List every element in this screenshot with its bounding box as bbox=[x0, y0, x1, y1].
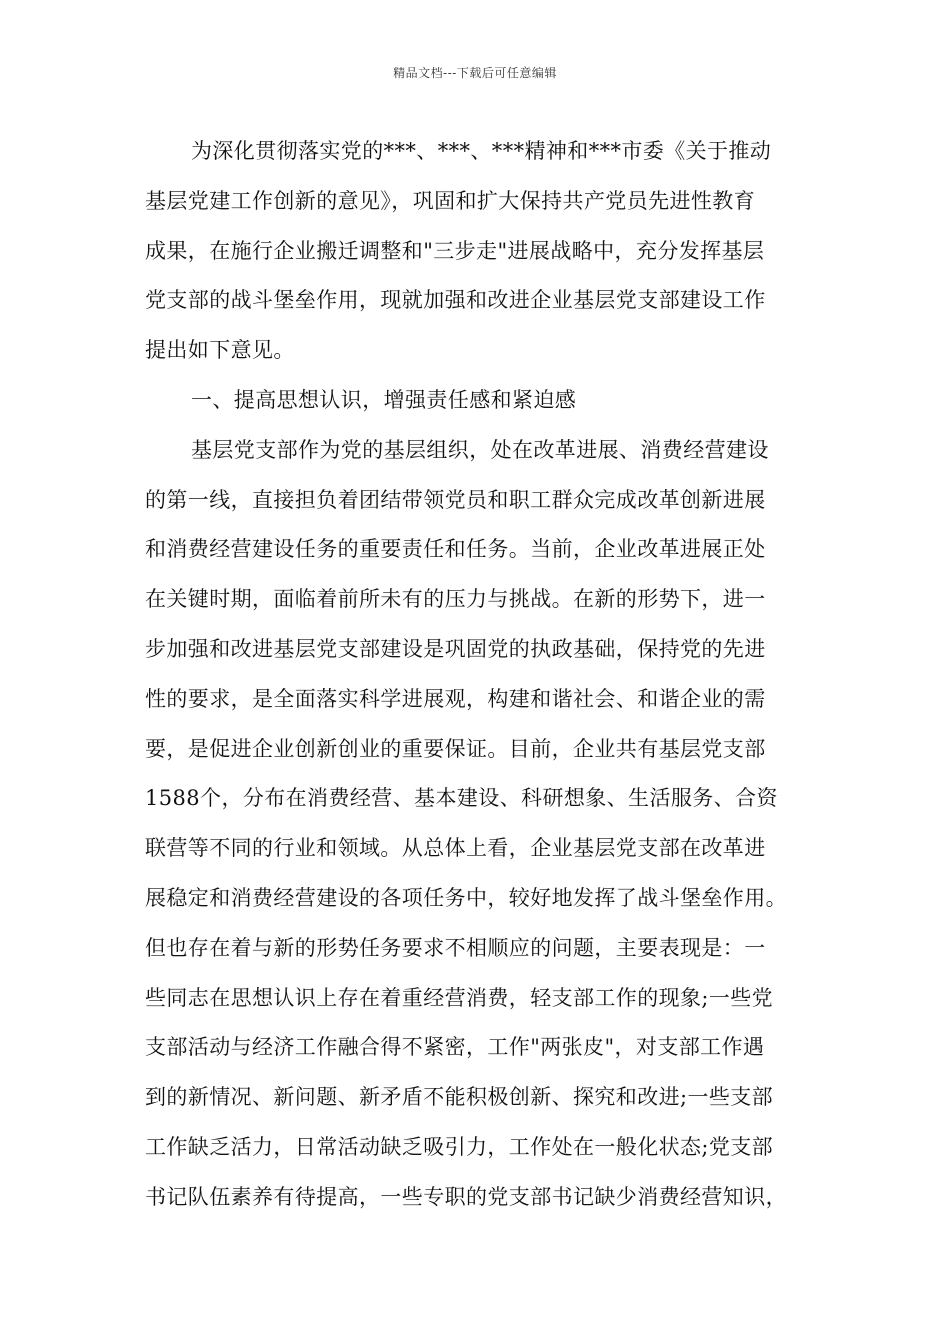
paragraph-line: 些同志在思想认识上存在着重经营消费，轻支部工作的现象;一些党 bbox=[145, 985, 774, 1010]
paragraph-line: 成果，在施行企业搬迁调整和"三步走"进展战略中，充分发挥基层 bbox=[145, 238, 765, 263]
paragraph-line: 展稳定和消费经营建设的各项任务中，较好地发挥了战斗堡垒作用。 bbox=[145, 885, 787, 910]
paragraph-line: 和消费经营建设任务的重要责任和任务。当前，企业改革进展正处 bbox=[145, 537, 766, 562]
paragraph-line: 到的新情况、新问题、新矛盾不能积极创新、探究和改进;一些支部 bbox=[145, 1085, 774, 1110]
paragraph-line: 性的要求，是全面落实科学进展观，构建和谐社会、和谐企业的需 bbox=[145, 686, 766, 711]
paragraph-line: 基层党建工作创新的意见》，巩固和扩大保持共产党员先进性教育 bbox=[145, 188, 756, 213]
paragraph-line: 1588个，分布在消费经营、基本建设、科研想象、生活服务、合资 bbox=[145, 786, 778, 811]
paragraph-line: 但也存在着与新的形势任务要求不相顺应的问题，主要表现是：一 bbox=[145, 935, 766, 960]
paragraph-line: 联营等不同的行业和领域。从总体上看，企业基层党支部在改革进 bbox=[145, 836, 766, 861]
paragraph-line: 为深化贯彻落实党的***、***、***精神和***市委《关于推动 bbox=[191, 139, 772, 163]
paragraph-line: 支部活动与经济工作融合得不紧密，工作"两张皮"，对支部工作遇 bbox=[145, 1035, 765, 1060]
paragraph-line: 提出如下意见。 bbox=[145, 338, 295, 363]
paragraph-line: 工作缺乏活力，日常活动缺乏吸引力，工作处在一般化状态;党支部 bbox=[145, 1134, 774, 1159]
page-header: 精品文档---下载后可任意编辑 bbox=[393, 66, 557, 80]
paragraph-line: 基层党支部作为党的基层组织，处在改革进展、消费经营建设 bbox=[191, 437, 769, 462]
document-body bbox=[145, 127, 825, 1223]
paragraph-line: 书记队伍素养有待提高，一些专职的党支部书记缺少消费经营知识， bbox=[145, 1184, 787, 1209]
paragraph-line: 在关键时期，面临着前所未有的压力与挑战。在新的形势下，进一 bbox=[145, 587, 766, 612]
paragraph-line: 步加强和改进基层党支部建设是巩固党的执政基础，保持党的先进 bbox=[145, 636, 766, 661]
section-heading: 一、提高思想认识，增强责任感和紧迫感 bbox=[191, 387, 577, 412]
paragraph-line: 要，是促进企业创新创业的重要保证。目前，企业共有基层党支部 bbox=[145, 736, 766, 761]
paragraph-line: 党支部的战斗堡垒作用，现就加强和改进企业基层党支部建设工作 bbox=[145, 288, 766, 313]
paragraph-line: 的第一线，直接担负着团结带领党员和职工群众完成改革创新进展 bbox=[145, 487, 766, 512]
